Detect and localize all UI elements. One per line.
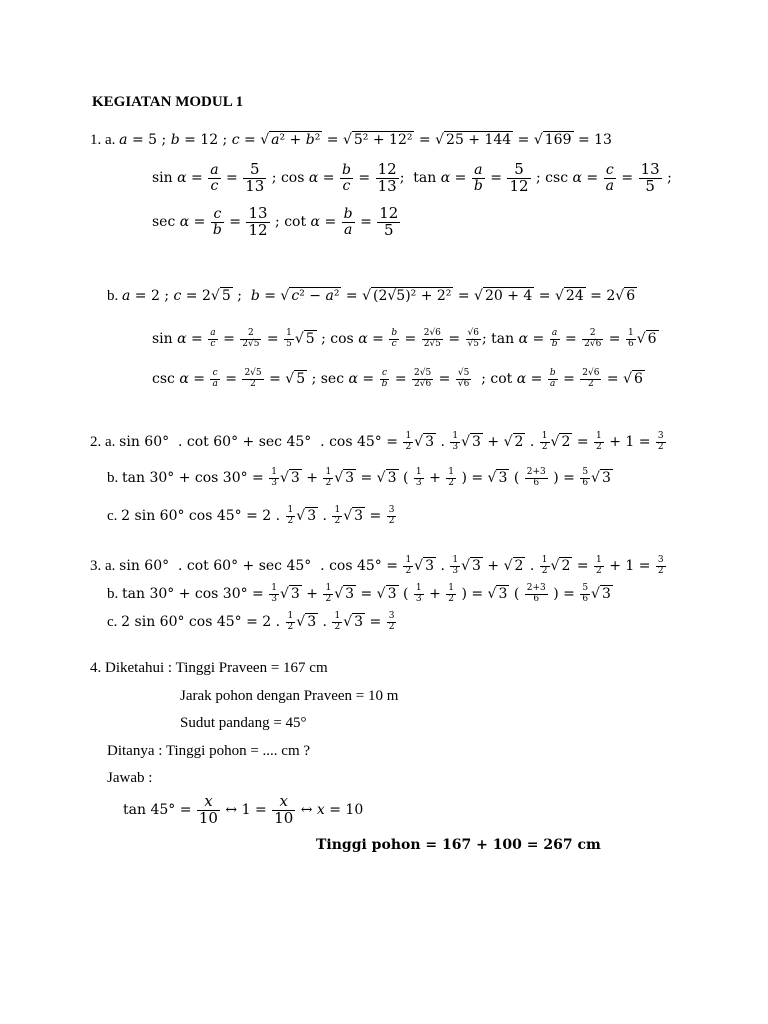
q4-asked: Ditanya : Tinggi pohon = .... cm ? (107, 743, 311, 759)
q1a-trig-ratios-row2: sec α = $\frac{c}{b}$ = $\frac{13}{12}$ ; cot α = $\frac{b}{a}$ = $\frac{12}{5}$ (152, 203, 399, 239)
q2-number: 2. (90, 434, 102, 450)
q4-given (90, 658, 328, 678)
q4-number: 4. (90, 660, 102, 676)
q3a-label: a. (105, 558, 116, 574)
q3b-expression: b. tan 30° + cos 30° = $\frac{1}{3}$ √ 3 + $\frac{1}{2}$ √ 3 = √ 3 ( $\frac{1}{3}$ + $\frac{1}{2}$ ) = √ 3 ( $\frac{2+3}{6}$ ) = $\frac{5}{6}$ √ 3 (107, 583, 611, 604)
q2c-label: c. (107, 508, 118, 524)
q4-result: Tinggi pohon = 167 + 100 = 267 cm (316, 837, 601, 853)
q3a-expression: 3. a. sin 60° . cot 60° + sec 45° . cos 45° = $\frac{1}{2}$ √ 3 . $\frac{1}{3}$ √ 3 + √ 2 . $\frac{1}{2}$ √ 2 = $\frac{1}{2}$ + 1 = $\frac{3}{2}$ (90, 555, 664, 576)
q4-given-distance: Jarak pohon dengan Praveen = 10 m (180, 688, 399, 704)
q2b-expression: b. tan 30° + cos 30° = $\frac{1}{3}$ √ 3 + $\frac{1}{2}$ √ 3 = √ 3 ( $\frac{1}{3}$ + $\frac{1}{2}$ ) = √ 3 ( $\frac{2+3}{6}$ ) = $\frac{5}{6}$ √ 3 (107, 467, 611, 488)
q1b-trig-ratios-row2: csc α = $\frac{c}{a}$ = $\frac{2√5}{2}$ = √ 5 ; sec α = $\frac{c}{b}$ = $\frac{2√5}{2√6}$ = $\frac{√5}{√6}$ ; cot α = $\frac{b}{a}$ = $\frac{2√6}{2}$ = √ 6 (152, 368, 643, 389)
q3b-label: b. (107, 586, 119, 602)
q1a-side-lengths: 1. a. a = 5 ; b = 12 ; c = √ a² + b² = √ 5² + 12² = √ 25 + 144 = √ 169 = 13 (90, 132, 612, 148)
q2a-label: a. (105, 434, 116, 450)
q1b-side-lengths: b. a = 2 ; c = 2√ 5 ; b = √ c² − a² = √ (2√5)² + 2² = √ 20 + 4 = √ 24 = 2√ 6 (107, 288, 636, 304)
q1-number: 1. (90, 132, 102, 148)
q4-given-label: Diketahui : (105, 660, 173, 676)
q1a-label: a. (105, 132, 116, 148)
q4-given-angle: Sudut pandang = 45° (180, 715, 307, 731)
q4-given-height: Tinggi Praveen = 167 cm (175, 660, 328, 676)
q4-answer-label: Jawab : (107, 770, 153, 786)
q3c-expression: c. 2 sin 60° cos 45° = 2 . $\frac{1}{2}$ √ 3 . $\frac{1}{2}$ √ 3 = $\frac{3}{2}$ (107, 611, 395, 632)
q3c-label: c. (107, 614, 118, 630)
q2b-label: b. (107, 470, 119, 486)
q1b-label: b. (107, 288, 119, 304)
q1a-trig-ratios-row1: sin α = $\frac{a}{c}$ = $\frac{5}{13}$ ; cos α = $\frac{b}{c}$ = $\frac{12}{13}$ ; tan α = $\frac{a}{b}$ = $\frac{5}{12}$ ; csc α = $\frac{c}{a}$ = $\frac{13}{5}$ ; (152, 159, 672, 195)
page-title: KEGIATAN MODUL 1 (92, 94, 244, 110)
q4-tan-equation: tan 45° = $\frac{x}{10}$ ↔ 1 = $\frac{x}{10}$ ↔ x = 10 (123, 791, 364, 827)
q2c-expression: c. 2 sin 60° cos 45° = 2 . $\frac{1}{2}$ √ 3 . $\frac{1}{2}$ √ 3 = $\frac{3}{2}$ (107, 505, 395, 526)
q2a-expression: 2. a. sin 60° . cot 60° + sec 45° . cos 45° = $\frac{1}{2}$ √ 3 . $\frac{1}{3}$ √ 3 + √ 2 . $\frac{1}{2}$ √ 2 = $\frac{1}{2}$ + 1 = $\frac{3}{2}$ (90, 431, 664, 452)
q3-number: 3. (90, 558, 102, 574)
q1b-trig-ratios-row1: sin α = $\frac{a}{c}$ = $\frac{2}{2√5}$ = $\frac{1}{5}$ √ 5 ; cos α = $\frac{b}{c}$ = $\frac{2√6}{2√5}$ = $\frac{√6}{√5}$ ; tan α = $\frac{a}{b}$ = $\frac{2}{2√6}$ = $\frac{1}{6}$ √ 6 (152, 328, 657, 349)
